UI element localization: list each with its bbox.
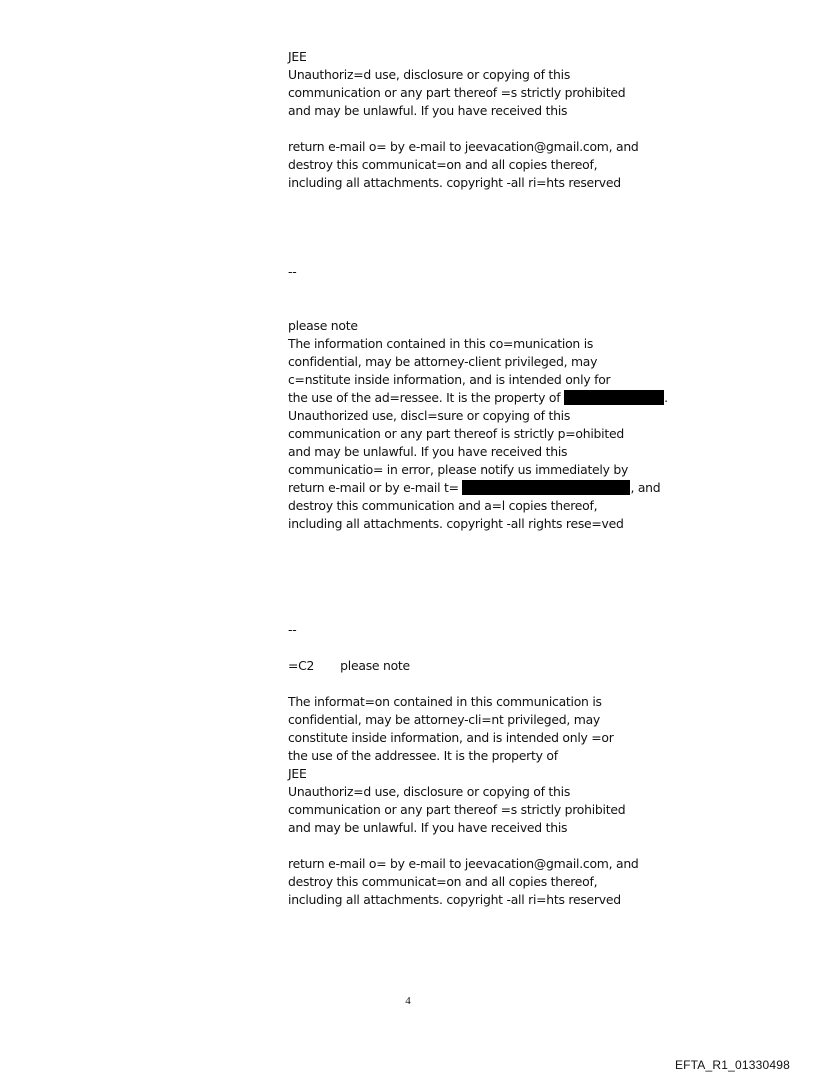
text-line: JEE [288, 49, 307, 64]
text-line: the use of the addressee. It is the property of [288, 748, 558, 763]
text-line: destroy this communication and a=l copies thereof, [288, 498, 598, 513]
text-line: communication or any part thereof =s strictly prohibited [288, 85, 626, 100]
separator-text: -- [288, 622, 297, 637]
text-segment: , and [630, 480, 661, 495]
blank-line [288, 675, 688, 693]
text-line-with-redaction [288, 389, 688, 407]
text-line: JEE [288, 766, 307, 781]
text-line: communication or any part thereof is strictly p=ohibited [288, 426, 624, 441]
blank-line [288, 837, 688, 855]
text-line: The informat=on contained in this communication is [288, 694, 602, 709]
text-line: c=nstitute inside information, and is intended only for [288, 372, 611, 387]
text-line: including all attachments. copyright -all rights rese=ved [288, 516, 624, 531]
email-disclaimer-block-1 [288, 48, 688, 192]
text-line: communicatio= in error, please notify us immediately by [288, 462, 629, 477]
text-line: destroy this communicat=on and all copies thereof, [288, 874, 598, 889]
text-line: The information contained in this co=munication is [288, 336, 594, 351]
text-segment: the use of the ad=ressee. It is the property of [288, 390, 561, 405]
text-line: please note [288, 318, 358, 333]
encoding-prefix: =C2 [288, 658, 315, 673]
text-segment: return e-mail or by e-mail t= [288, 480, 459, 495]
text-line: and may be unlawful. If you have received this [288, 444, 568, 459]
text-line-with-redaction [288, 479, 688, 497]
text-segment: . [664, 390, 668, 405]
redaction-box [564, 390, 664, 405]
page-number: 4 [405, 995, 411, 1007]
email-disclaimer-block-3 [288, 657, 688, 909]
document-id: EFTA_R1_01330498 [674, 1058, 790, 1072]
text-line: including all attachments. copyright -all ri=hts reserved [288, 892, 621, 907]
heading-text: please note [340, 658, 410, 673]
separator-2 [288, 621, 688, 639]
text-line: Unauthoriz=d use, disclosure or copying of this [288, 67, 571, 82]
text-line: and may be unlawful. If you have received this [288, 820, 568, 835]
email-disclaimer-block-2 [288, 317, 688, 533]
text-line: including all attachments. copyright -all ri=hts reserved [288, 175, 621, 190]
text-line: and may be unlawful. If you have received this [288, 103, 568, 118]
text-line: confidential, may be attorney-client privileged, may [288, 354, 598, 369]
blank-line [288, 120, 688, 138]
text-line: confidential, may be attorney-cli=nt privileged, may [288, 712, 600, 727]
redaction-box [462, 480, 630, 495]
text-line: Unauthorized use, discl=sure or copying of this [288, 408, 571, 423]
text-line: Unauthoriz=d use, disclosure or copying of this [288, 784, 571, 799]
text-line: return e-mail o= by e-mail to jeevacation@gmail.com, and [288, 856, 639, 871]
text-line: communication or any part thereof =s strictly prohibited [288, 802, 626, 817]
heading-line [288, 657, 688, 675]
text-line: destroy this communicat=on and all copies thereof, [288, 157, 598, 172]
text-line: return e-mail o= by e-mail to jeevacation@gmail.com, and [288, 139, 639, 154]
text-line: constitute inside information, and is intended only =or [288, 730, 614, 745]
separator-text: -- [288, 264, 297, 279]
separator-1 [288, 263, 688, 281]
